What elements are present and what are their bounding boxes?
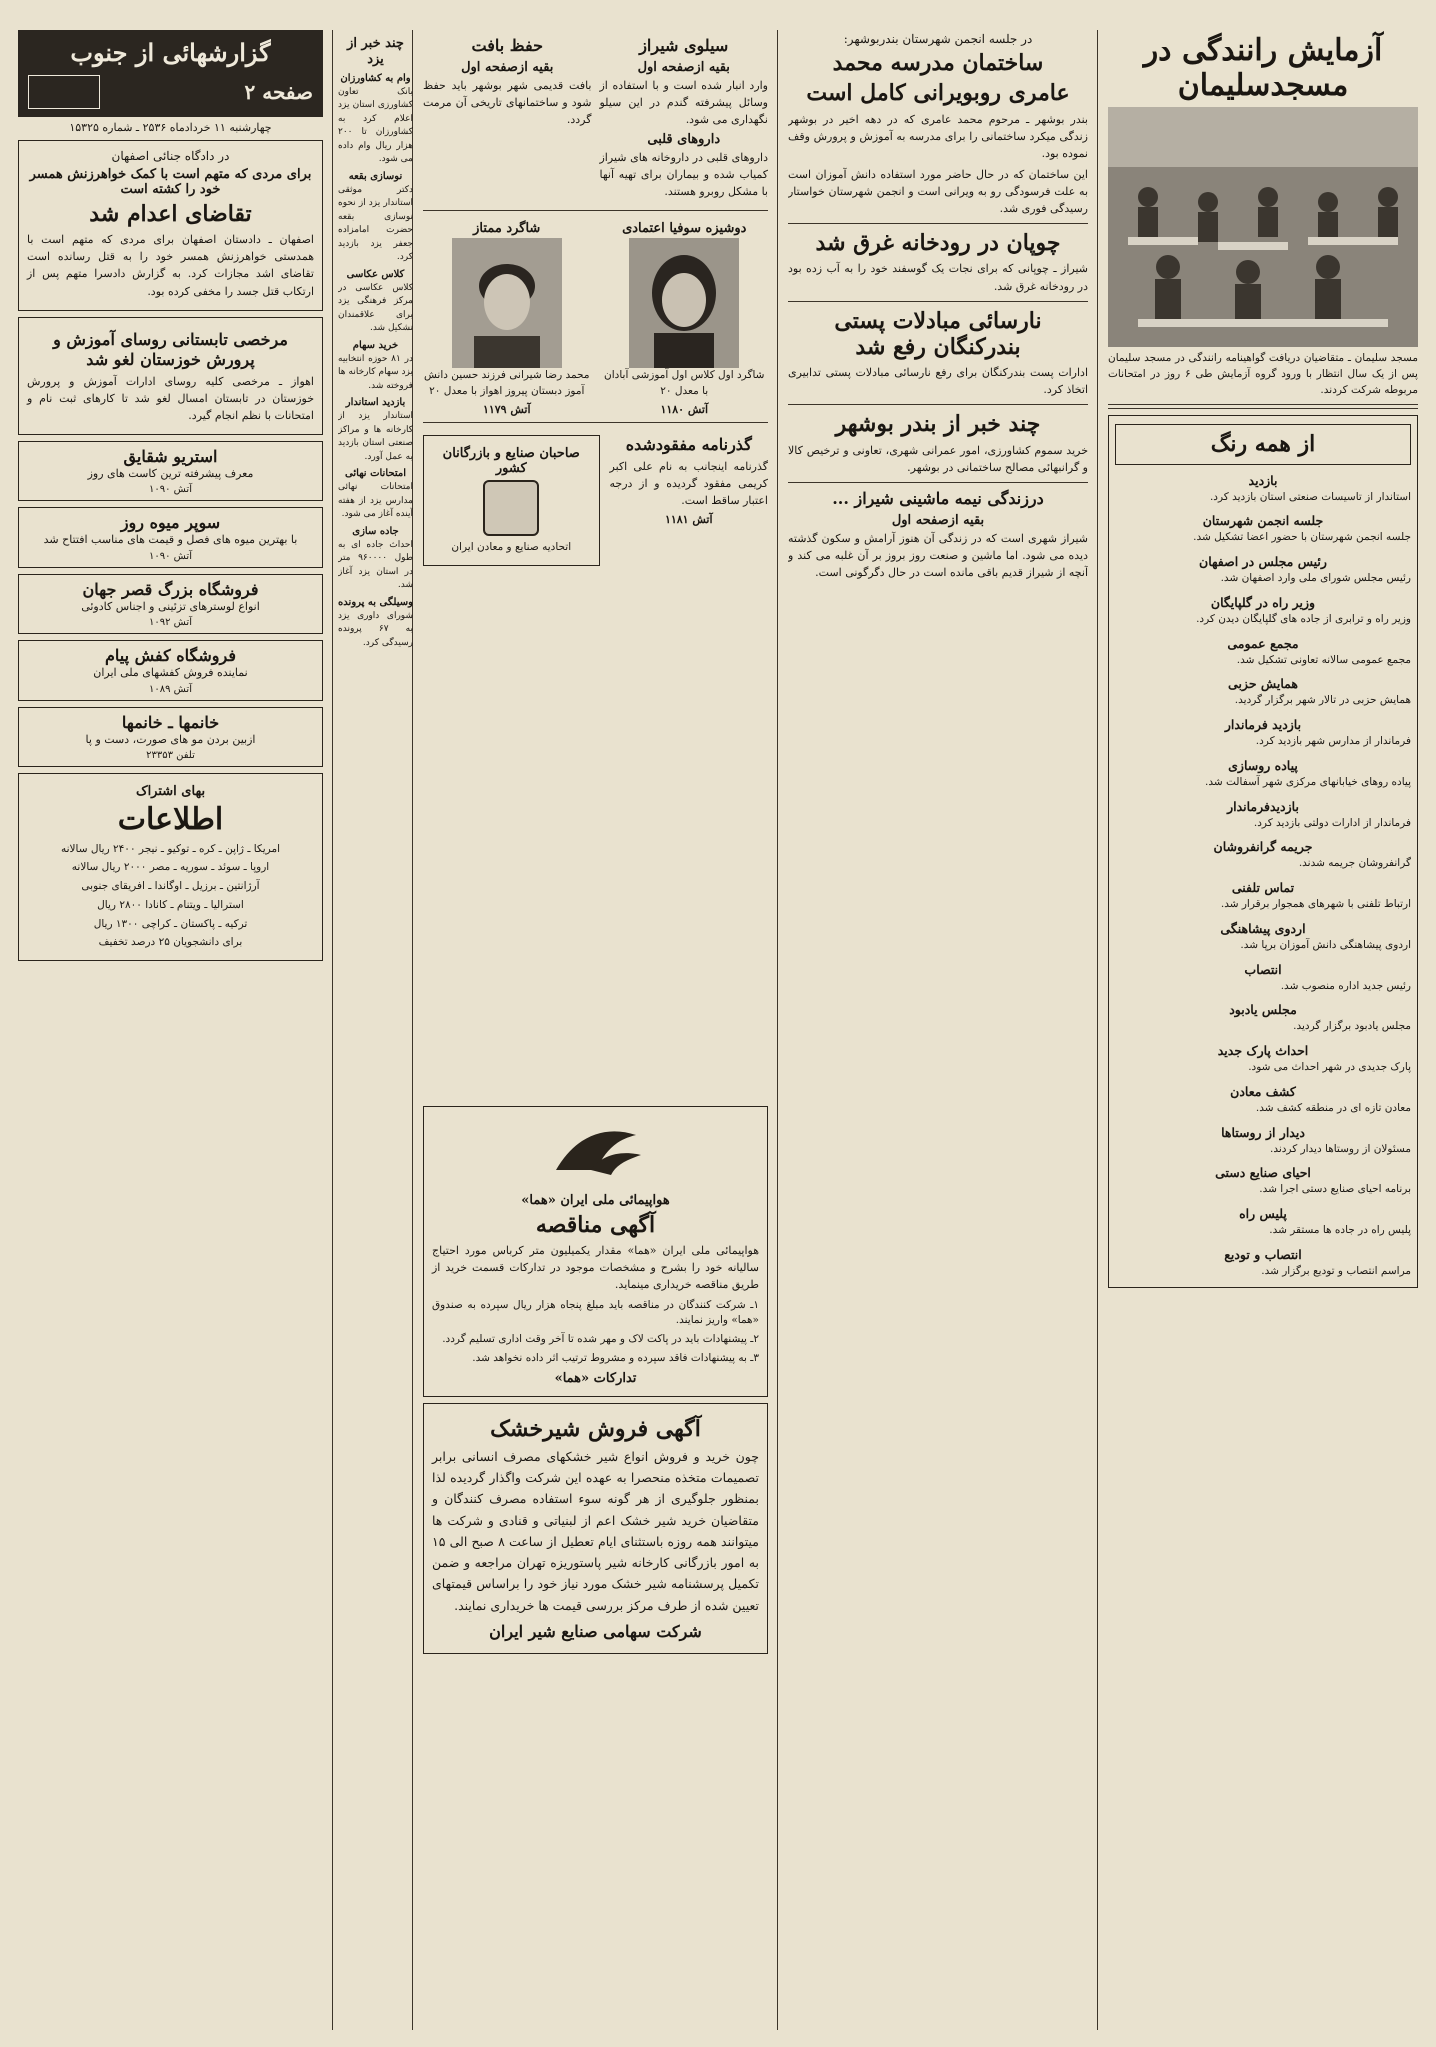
shiraz-life-body: شیراز شهری است که در زندگی آن هنوز آرامش و سکون گذشته دیده می شود. اما ماشین و صنعت روز بروز بر آن غلبه می کند و آنچه از شیراز قدیم باقی مانده است در حال دگرگونی است.	[788, 531, 1088, 579]
passport-body: گذرنامه اینجانب به نام علی اکبر کریمی مفقود گردیده و از درجه اعتبار ساقط است.	[609, 459, 768, 507]
classified-ad	[18, 707, 323, 768]
news-brief-body: پارک جدیدی در شهر احداث می شود.	[1248, 1061, 1411, 1074]
ad-contact: آتش ۱۰۹۲	[149, 617, 192, 629]
tender-condition: ۳ـ به پیشنهادات فاقد سپرده و مشروط ترتیب اثر داده نخواهد شد.	[472, 1351, 759, 1364]
news-brief-body: پیاده روهای خیابانهای مرکزی شهر آسفالت شد.	[1205, 775, 1411, 788]
summer-body: اهواز ـ مرخصی کلیه روسای ادارات آموزش و پرورش خوزستان در تابستان امسال لغو شد تا کارهای ثبت نام و امتحانات با نظم انجام گیرد.	[27, 374, 314, 422]
news-brief-body: فرماندار از ادارات دولتی بازدید کرد.	[1253, 816, 1411, 829]
news-brief-body: مجلس یادبود برگزار گردید.	[1293, 1020, 1411, 1033]
yazd-body-7: احداث جاده ای به طول ۹۶۰۰۰۰ متر در استان یزد آغاز شد.	[338, 539, 413, 590]
news-brief-body: همایش حزبی در تالار شهر برگزار گردید.	[1234, 694, 1411, 707]
school-title-1: ساختمان مدرسه محمد	[832, 50, 1044, 76]
news-brief-heading: جریمه گرانفروشان	[1213, 839, 1313, 855]
news-brief-body: استاندار از تاسیسات صنعتی استان بازدید کرد.	[1209, 490, 1411, 503]
school-title-2: عامری روبویرانی کامل است	[806, 80, 1070, 107]
narasaee-title: نارسائی مبادلات پستی بندرکنگان رفع شد	[834, 307, 1042, 360]
summer-title: مرخصی تابستانی روسای آموزش و پرورش خوزستان لغو شد	[53, 329, 288, 369]
news-brief-heading: بازدید فرماندار	[1224, 717, 1302, 733]
section-title: گزارشهائی از جنوب	[70, 38, 271, 67]
main-story-title: آزمایش رانندگی در مسجدسلیمان	[1143, 33, 1383, 103]
seylavi-block	[600, 30, 769, 204]
ad-title: فروشگاه بزرگ قصر جهان	[82, 579, 259, 599]
ad-contact: آتش ۱۰۸۹	[149, 683, 192, 695]
subscription-rate-row: اروپا ـ سوئد ـ سوریه ـ مصر ۲۰۰۰ ریال سالانه	[71, 861, 270, 874]
milk-ad-box	[423, 1403, 768, 1654]
bushehr-title: چند خبر از بندر بوشهر	[835, 411, 1041, 438]
news-brief-body: رئیس جدید اداره منصوب شد.	[1280, 979, 1411, 992]
milk-signature: شرکت سهامی صنایع شیر ایران	[489, 1621, 702, 1641]
news-brief-heading: وزیر راه در گلپایگان	[1210, 594, 1316, 610]
yazd-sub-7: جاده سازی	[352, 525, 399, 537]
classified-ad	[18, 574, 323, 635]
mumtaz-ad-number: آتش ۱۱۷۹	[482, 402, 531, 416]
davarha-title: داروهای قلبی	[647, 132, 721, 148]
hafz-title: حفظ بافت	[471, 36, 543, 55]
homa-body: هواپیمائی ملی ایران «هما» مقدار یکمیلیون متر کرباس مورد احتیاج سالیانه خود را بشرح و مشخصات موجود در تدارکات قسمت خرید از طریق مناقصه خریداری مینماید.	[432, 1244, 759, 1292]
subscription-title: بهای اشتراک	[135, 784, 206, 800]
seylavi-title: سیلوی شیراز	[639, 36, 729, 55]
news-brief-heading: تماس تلفنی	[1231, 880, 1295, 896]
subscription-rate-row: برای دانشجویان ۲۵ درصد تخفیف	[98, 936, 243, 949]
milk-body: چون خرید و فروش انواع شیر خشکهای مصرف انسانی برابر تصمیمات متخذه منحصرا به عهده این شرکت واگذار گردیده لذا بمنظور جلوگیری از هر گونه سوء استفاده مصرف کنندگان و متقاضیان خرید شیر خشک اعم از لبنیاتی و قنادی و شرکت ها میتوانند همه روزه باستثنای ایام تعطیل از ساعت ۸ صبح الی ۱۵ به امور بازرگانی کارخانه شیر پاستوریزه تهران مراجعه و ضمن تکمیل پرسشنامه شیر خشک مورد نیاز خود را براساس قیمتهای تعیین شده از طرف مرکز بررسی قیمت ها خریداری نمایند.	[432, 1448, 759, 1613]
sentence-title: تقاضای اعدام شد	[89, 201, 252, 227]
news-brief-body: مسئولان از روستاها دیدار کردند.	[1269, 1142, 1411, 1155]
yazd-body-2: دکتر موثقی استاندار یزد از نحوه نوسازی بقعه حضرت امامزاده جعفر یزد بازدید کرد.	[338, 184, 413, 262]
az-hame-rang-items	[1115, 473, 1411, 1280]
news-brief-heading: جلسه انجمن شهرستان	[1202, 513, 1324, 529]
seylavi-subtitle: بقیه ازصفحه اول	[637, 60, 730, 75]
news-brief-heading: مجمع عمومی	[1227, 635, 1299, 651]
news-brief-body: وزیر راه و ترابری از جاده های گلپایگان دیدن کرد.	[1196, 612, 1411, 625]
divider	[788, 301, 1088, 302]
davarha-body: داروهای قلبی در داروخانه های شیراز کمیاب شده و بیماران برای تهیه آنها با مشکل روبرو هستند.	[599, 151, 768, 199]
sentence-kicker: در دادگاه جنائی اصفهان	[111, 149, 230, 163]
ad-contact: آتش ۱۰۹۰	[149, 484, 192, 496]
sponsor-box	[423, 435, 600, 566]
ad-title: استریو شقایق	[123, 446, 218, 466]
divider	[423, 210, 768, 211]
yazd-body-3: کلاس عکاسی در مرکز فرهنگی یزد برای علاقمندان تشکیل شد.	[338, 282, 413, 333]
boy-portrait	[452, 238, 562, 368]
sentence-box	[18, 140, 323, 311]
classified-ad	[18, 507, 323, 568]
subscription-rate-row: ترکیه ـ پاکستان ـ کراچی ۱۳۰۰ ریال	[93, 917, 248, 930]
classified-ad	[18, 441, 323, 502]
ad-body: ازبین بردن مو های صورت، دست و پا	[85, 732, 256, 746]
yazd-body-4: در ۸۱ حوزه انتخابیه یزد سهام کارخانه ها فروخته شد.	[338, 353, 413, 391]
news-brief-heading: رئیس مجلس در اصفهان	[1199, 554, 1327, 570]
ad-contact: تلفن ۲۳۳۵۳	[146, 750, 195, 762]
passport-title: گذرنامه مفقودشده	[625, 434, 752, 454]
ad-title: سوپر میوه روز	[120, 513, 221, 533]
center-right-column	[788, 30, 1088, 2030]
yazd-sub-3: کلاس عکاسی	[346, 268, 405, 280]
sentence-body: اصفهان ـ دادستان اصفهان برای مردی که متهم است با همدستی خواهرزنش همسر خود را به قتل رسانده است تقاضای اشد مجازات کرد. به گزارش دادسرا متهم پس از ارتکاب قتل جسد را مخفی کرده بود.	[27, 233, 314, 298]
divider	[1108, 404, 1418, 409]
yazd-sub-4: خرید سهام	[352, 339, 399, 351]
sponsor-title: صاحبان صنایع و بازرگانان کشور	[442, 445, 580, 476]
yazd-body-8: شورای داوری یزد به ۶۷ پرونده رسیدگی کرد.	[338, 610, 413, 648]
tender-condition: ۱ـ شرکت کنندگان در مناقصه باید مبلغ پنجاه هزار ریال سپرده به صندوق «هما» واریز نمایند.	[432, 1298, 759, 1327]
tender-condition: ۲ـ پیشنهادات باید در پاکت لاک و مهر شده تا آخر وقت اداری تسلیم گردد.	[442, 1333, 759, 1346]
news-brief-heading: مجلس یادبود	[1229, 1002, 1297, 1018]
right-column	[1108, 30, 1418, 2030]
girl-caption: شاگرد اول کلاس اول آموزشی آبادان با معدل ۲۰	[604, 369, 765, 398]
yazd-sub-6: امتحانات نهائی	[345, 468, 406, 479]
news-brief-body: رئیس مجلس شورای ملی وارد اصفهان شد.	[1220, 572, 1411, 585]
news-brief-body: ارتباط تلفنی با شهرهای همجوار برقرار شد.	[1220, 898, 1411, 911]
summer-box	[18, 317, 323, 435]
homa-title: آگهی مناقصه	[535, 1212, 656, 1238]
hafz-body: بافت قدیمی شهر بوشهر باید حفظ شود و ساختمانهای تاریخی آن مرمت گردد.	[423, 79, 592, 127]
student-boy-block	[423, 217, 591, 416]
yazd-body-1: بانک تعاون کشاورزی استان یزد اعلام کرد به کشاورزان تا ۲۰۰ هزار ریال وام داده می شود.	[338, 86, 413, 164]
left-column	[18, 30, 323, 2030]
classified-ad	[18, 640, 323, 701]
az-hame-rang-box	[1108, 415, 1418, 1287]
news-brief-heading: انتصاب	[1244, 961, 1282, 977]
divider	[788, 482, 1088, 483]
mumtaz-title: شاگرد ممتاز	[473, 221, 541, 237]
passport-ad-number: آتش ۱۱۸۱	[664, 512, 713, 526]
subscription-rows	[27, 842, 314, 952]
middle-column	[423, 30, 768, 1090]
shiraz-life-title: درزندگی نیمه ماشینی شیراز ...	[832, 488, 1044, 508]
passport-block	[610, 429, 769, 572]
portrait-art	[629, 238, 739, 368]
milk-title: آگهی فروش شیرخشک	[490, 1415, 701, 1442]
newspaper-logo	[28, 75, 100, 109]
classroom-photo-art	[1108, 107, 1418, 347]
hafz-subtitle: بقیه ازصفحه اول	[461, 60, 554, 75]
ad-contact: آتش ۱۰۹۰	[149, 550, 192, 562]
mumtaz-caption: محمد رضا شیرانی فرزند حسین دانش آموز دبستان پیروز اهواز با معدل ۲۰	[424, 369, 590, 398]
subscription-brand: اطلاعات	[117, 802, 224, 838]
news-brief-heading: همایش حزبی	[1228, 676, 1298, 692]
ad-body: با بهترین میوه های فصل و قیمت های مناسب افتتاح شد	[43, 533, 298, 547]
news-brief-body: فرماندار از مدارس شهر بازدید کرد.	[1255, 735, 1411, 748]
subscription-rate-row: امریکا ـ ژاپن ـ کره ـ توکیو ـ نیجر ۲۴۰۰ ریال سالانه	[60, 842, 280, 855]
subscription-box	[18, 773, 323, 961]
homa-signature: تدارکات «هما»	[554, 1370, 637, 1386]
az-hame-rang-title: از همه رنگ	[1115, 424, 1411, 464]
section-masthead	[18, 30, 323, 117]
yazd-sub-8: وسیلگی به پرونده	[338, 596, 413, 608]
bottom-ads	[423, 1100, 768, 2030]
girl-title: دوشیزه سوفیا اعتمادی	[622, 221, 747, 237]
school-body-1: بندر بوشهر ـ مرحوم محمد عامری که در دهه اخیر در بوشهر زندگی میکرد ساختمانی را برای مدرسه به آموزش و پرورش وقف نموده بود.	[788, 112, 1088, 160]
yazd-col	[338, 30, 413, 1090]
shiraz-life-subtitle: بقیه ازصفحه اول	[891, 512, 985, 528]
yazd-sub-2: نوسازی بقعه	[348, 170, 403, 182]
main-story-caption: مسجد سلیمان ـ متقاضیان دریافت گواهینامه رانندگی در مسجد سلیمان پس از یک سال انتظار با ورود گروه آزمایش طی ۶ روز در امتحانات مربوطه شرکت کردند.	[1108, 352, 1418, 396]
news-brief-body: پلیس راه در جاده ها مستقر شد.	[1269, 1224, 1411, 1237]
portrait-art	[452, 238, 562, 368]
page-frame	[18, 30, 1418, 2030]
homa-tender-box	[423, 1106, 768, 1397]
news-brief-heading: کشف معادن	[1230, 1083, 1296, 1099]
seylavi-body: وارد انبار شده است و با استفاده از وسائل پیشرفته گندم در این سیلو نگهداری می شود.	[599, 79, 768, 127]
driving-test-photo	[1108, 107, 1418, 347]
girl-ad-number: آتش ۱۱۸۰	[660, 402, 709, 416]
news-brief-heading: اردوی پیشاهنگی	[1220, 920, 1306, 936]
news-brief-body: برنامه احیای صنایع دستی اجرا شد.	[1259, 1183, 1411, 1196]
page-label: صفحه ۲	[244, 80, 313, 104]
news-brief-heading: بازدید	[1248, 472, 1278, 488]
news-brief-body: مراسم انتصاب و تودیع برگزار شد.	[1261, 1264, 1411, 1277]
homa-items	[432, 1298, 759, 1367]
homa-bird-logo	[432, 1115, 759, 1189]
chopan-title: چوپان در رودخانه غرق شد	[815, 230, 1061, 257]
hafz-block	[423, 30, 592, 204]
news-brief-body: گرانفروشان جریمه شدند.	[1298, 857, 1411, 870]
girl-portrait	[629, 238, 739, 368]
news-brief-heading: دیدار از روستاها	[1221, 1124, 1305, 1140]
sentence-lead: برای مردی که متهم است با کمک خواهرزنش همسر خود را کشته است	[29, 167, 312, 197]
left-ads	[18, 441, 323, 768]
bushehr-body: خرید سموم کشاورزی، امور عمرانی شهری، تعاونی و ترخیص کالا و گرانبهائی مصالح ساختمانی در بوشهر.	[788, 443, 1088, 474]
yazd-sub-5: بازدید استاندار	[345, 397, 406, 408]
subscription-rate-row: آرژانتین ـ برزیل ـ اوگاندا ـ افریقای جنوبی	[81, 880, 260, 893]
yazd-sub-1: وام به کشاورزان	[340, 72, 411, 84]
news-brief-body: اردوی پیشاهنگی دانش آموزان برپا شد.	[1240, 938, 1411, 951]
student-girl-block	[601, 217, 769, 416]
subscription-rate-row: استرالیا ـ ویتنام ـ کانادا ۲۸۰۰ ریال	[97, 898, 244, 911]
sponsor-emblem	[483, 480, 539, 536]
news-brief-heading: احیای صنایع دستی	[1215, 1165, 1311, 1181]
homa-brand: هواپیمائی ملی ایران «هما»	[521, 1193, 670, 1208]
ad-body: معرف پیشرفته ترین کاست های روز	[87, 466, 254, 480]
ad-body: نماینده فروش کفشهای ملی ایران	[93, 666, 248, 680]
news-brief-body: معادن تازه ای در منطقه کشف شد.	[1255, 1101, 1411, 1114]
narasaee-body: ادارات پست بندرکنگان برای رفع نارسائی مبادلات پستی تدابیری اتخاذ کرد.	[788, 366, 1088, 397]
news-brief-body: جلسه انجمن شهرستان با حضور اعضا تشکیل شد.	[1193, 531, 1411, 544]
news-brief-heading: پلیس راه	[1239, 1206, 1287, 1222]
news-brief-heading: انتصاب و تودیع	[1224, 1246, 1302, 1262]
news-brief-heading: بازدیدفرماندار	[1227, 798, 1299, 814]
chopan-body: شیراز ـ چوپانی که برای نجات یک گوسفند خود را به آب زده بود در رودخانه غرق شد.	[788, 262, 1088, 293]
news-brief-body: مجمع عمومی سالانه تعاونی تشکیل شد.	[1236, 653, 1411, 666]
ad-title: خانمها ـ خانمها	[121, 712, 220, 732]
dateline: چهارشنبه ۱۱ خردادماه ۲۵۳۶ ـ شماره ۱۵۳۲۵	[69, 121, 272, 134]
divider	[788, 223, 1088, 224]
news-brief-heading: پیاده روسازی	[1228, 757, 1298, 773]
divider	[423, 422, 768, 423]
ad-title: فروشگاه کفش پیام	[104, 646, 236, 666]
yazd-body-6: امتحانات نهائی مدارس یزد از هفته آینده آغاز می شود.	[338, 482, 413, 519]
yazd-title: چند خبر از یزد	[347, 36, 404, 68]
school-kicker: در جلسه انجمن شهرستان بندربوشهر:	[843, 32, 1033, 46]
school-body-2: این ساختمان که در حال حاضر مورد استفاده دانش آموزان است به علت فرسودگی رو به ویرانی است و انجمن شهرستان خواستار رسیدگی فوری شد.	[788, 167, 1088, 216]
news-brief-heading: احداث پارک جدید	[1217, 1043, 1309, 1059]
ad-body: انواع لوسترهای تزئینی و اجناس کادوئی	[81, 599, 260, 613]
homa-icon	[536, 1115, 656, 1185]
yazd-body-5: استاندار یزد از کارخانه ها و مراکز صنعتی استان بازدید به عمل آورد.	[338, 411, 413, 462]
divider	[788, 404, 1088, 405]
sponsor-body: اتحادیه صنایع و معادن ایران	[451, 540, 572, 553]
